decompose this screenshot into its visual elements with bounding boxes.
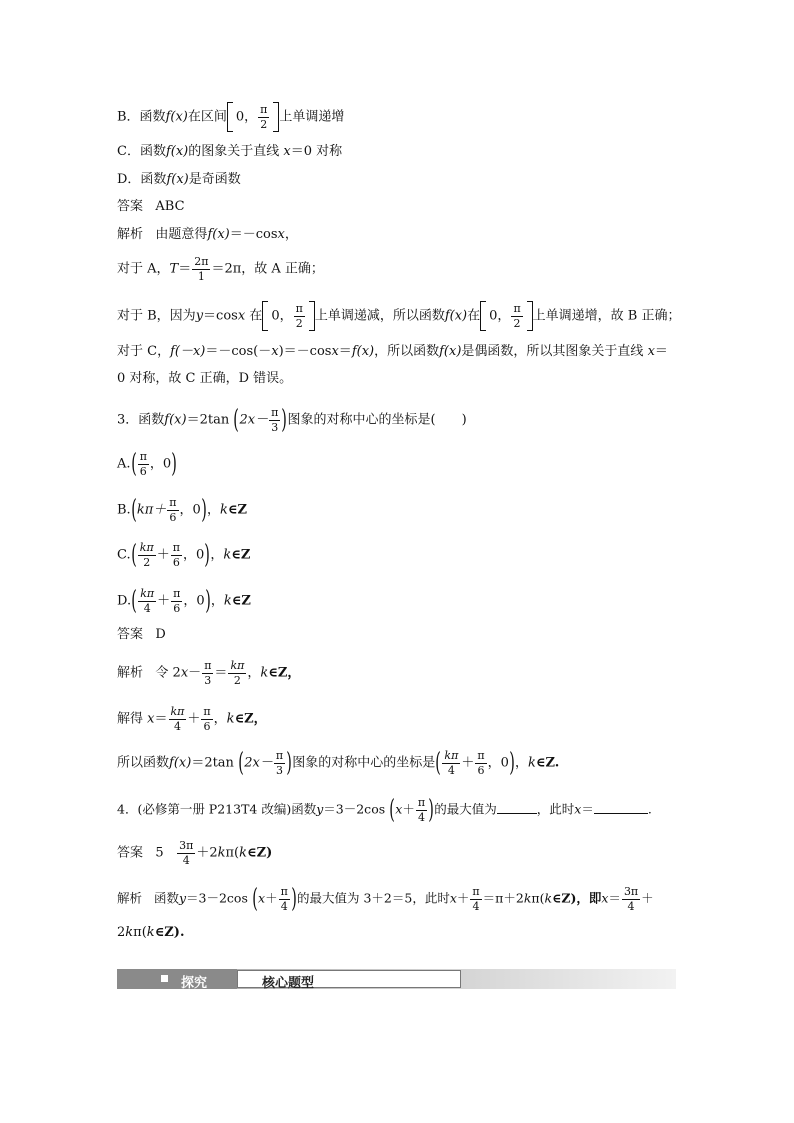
fraction — [171, 542, 182, 568]
denominator: 6 — [477, 763, 485, 777]
denominator: 4 — [173, 719, 181, 733]
text: D．函数 — [117, 172, 167, 187]
text: B．函数 — [117, 109, 166, 125]
right-paren: ) — [171, 449, 178, 480]
numerator: π — [173, 587, 181, 600]
text: ＝3－2cos — [186, 890, 248, 906]
text: 所以函数 — [117, 755, 170, 771]
text: 0 对称，故 C 正确，D 错误。 — [117, 371, 293, 386]
numerator: kπ — [170, 705, 185, 718]
denominator: 6 — [203, 719, 211, 733]
answer-blank — [594, 813, 648, 814]
denominator: 2 — [233, 673, 241, 687]
fx: f(x) — [165, 144, 189, 159]
text: 上单调递增 — [279, 109, 345, 125]
numerator: π — [204, 659, 212, 672]
right-paren: ) — [509, 748, 515, 779]
text: 由题意得 — [155, 227, 208, 242]
var-x: x — [574, 801, 582, 817]
numerator: 3π — [623, 885, 639, 898]
answer-label: 答案 — [117, 845, 144, 861]
set-z: ∈Z — [231, 547, 251, 563]
denominator: 4 — [627, 899, 635, 913]
fraction — [192, 256, 210, 282]
section-banner — [117, 969, 676, 989]
text: ＋ — [641, 890, 654, 906]
option-d — [117, 173, 241, 186]
var-k: k — [239, 845, 248, 861]
denominator: 4 — [472, 899, 480, 913]
denominator: 1 — [197, 269, 205, 283]
banner-label-explore: 探究 — [181, 976, 208, 991]
fx: f(x) — [165, 109, 188, 125]
fx: f(x) — [207, 227, 230, 242]
text: ， — [284, 227, 298, 242]
fx: f(x) — [169, 755, 192, 771]
fraction — [138, 451, 149, 477]
denominator: 6 — [169, 510, 177, 524]
text: 图象的对称中心的坐标是 — [292, 755, 436, 771]
numerator: kπ — [140, 587, 155, 600]
text: 的图象关于直线 — [188, 144, 284, 159]
left-paren: ( — [435, 748, 442, 779]
answer-2 — [117, 200, 185, 213]
text: ＝2tan — [191, 755, 234, 771]
text: ＝3－2cos — [323, 801, 386, 817]
left-bracket — [227, 102, 233, 132]
var-x: x — [449, 890, 457, 906]
text: 4．(必修第一册 P213T4 改编)函数 — [117, 801, 317, 817]
text: π( — [531, 890, 545, 906]
fraction — [442, 750, 460, 776]
var-x: x — [180, 665, 189, 681]
var-y: y — [178, 890, 187, 906]
analysis-3-conclusion — [117, 748, 560, 779]
fx: f(x) — [351, 344, 375, 359]
analysis-label: 解析 — [117, 227, 144, 242]
var-x: x — [271, 344, 279, 359]
text: π( — [133, 925, 147, 940]
expr: 2x－ — [239, 412, 269, 428]
numerator: π — [477, 749, 485, 762]
var-k: k — [260, 665, 269, 681]
denominator: 4 — [447, 763, 455, 777]
fraction — [177, 840, 195, 866]
text: 的最大值为 — [434, 801, 497, 817]
denominator: 6 — [139, 464, 147, 478]
text: 是奇函数 — [188, 172, 241, 187]
left-paren: ( — [130, 495, 137, 526]
denominator: 3 — [275, 763, 283, 777]
numerator: π — [472, 885, 480, 898]
fraction — [416, 797, 427, 823]
expr: kπ＋ — [136, 502, 167, 518]
fraction — [167, 497, 178, 523]
set-z: ∈Z) — [247, 845, 273, 861]
question-3 — [117, 405, 467, 436]
square-bullet-icon — [161, 975, 168, 982]
var-t: T — [169, 261, 179, 277]
set-z: ∈Z. — [535, 755, 560, 771]
numerator: kπ — [444, 749, 459, 762]
left-paren: ( — [131, 586, 137, 617]
text: 函数 — [153, 890, 179, 906]
question-3-option-a — [117, 449, 178, 480]
var-x: x — [647, 344, 655, 359]
analysis-c-1 — [117, 345, 668, 358]
text: 图象的对称中心的坐标是( ) — [287, 412, 467, 428]
text: ＝cos — [203, 308, 238, 324]
analysis-3-solve — [117, 706, 267, 732]
left-paren: ( — [130, 540, 137, 571]
denominator: 2 — [295, 316, 303, 330]
left-paren: ( — [233, 405, 240, 436]
denominator: 2 — [513, 316, 521, 330]
fraction — [138, 542, 156, 568]
answer-blank — [497, 813, 537, 814]
var-k: k — [544, 890, 553, 906]
question-3-option-b: B.(kπ＋ $\frac{\pi}{6}$ ，0)，k∈Z — [117, 495, 247, 526]
option-label: A. — [117, 456, 131, 472]
analysis-2 — [117, 228, 298, 241]
right-paren: ) — [428, 795, 434, 826]
answer-label: 答案 — [117, 627, 144, 642]
analysis-c-2 — [117, 372, 292, 385]
text: C．函数 — [117, 144, 166, 159]
set-z: ∈Z — [231, 593, 251, 609]
var-x: x — [395, 801, 403, 817]
set-z: ∈Z， — [268, 665, 301, 681]
var-y: y — [316, 801, 324, 817]
text: ＝2tan — [186, 412, 230, 428]
fraction — [202, 660, 213, 686]
left-bracket — [262, 301, 268, 331]
denominator: 6 — [173, 601, 181, 615]
numerator: π — [169, 496, 177, 509]
text: ＝π＋2 — [482, 890, 524, 906]
var-x: x — [147, 711, 155, 727]
answer-label: 答案 — [117, 199, 144, 214]
denominator: 4 — [280, 899, 288, 913]
fraction — [279, 886, 290, 912]
var-k: k — [146, 925, 155, 940]
left-bracket — [480, 301, 486, 331]
option-label: B. — [117, 502, 131, 518]
text: 0， — [489, 308, 511, 324]
text: 2 — [117, 925, 126, 940]
numerator: π — [203, 705, 211, 718]
denominator: 4 — [182, 853, 190, 867]
text: ， — [247, 665, 261, 681]
numerator: kπ — [139, 541, 154, 554]
text: ＝ — [154, 711, 168, 727]
text: － — [188, 665, 202, 681]
analysis-label: 解析 — [117, 890, 143, 906]
fraction — [294, 303, 305, 329]
text: ＋ — [461, 755, 475, 771]
denominator: 6 — [172, 555, 180, 569]
var-k: k — [125, 925, 134, 940]
denominator: 3 — [204, 673, 212, 687]
text: ，0 — [182, 547, 205, 563]
answer-value: 5 — [155, 845, 164, 861]
text: π( — [225, 845, 240, 861]
fraction — [138, 588, 156, 614]
denominator: 4 — [143, 601, 151, 615]
text: ＝－cos — [229, 227, 278, 242]
numerator: π — [172, 541, 180, 554]
analysis-label: 解析 — [117, 665, 144, 681]
left-paren: ( — [252, 884, 258, 915]
set-z: ∈Z)，即 — [552, 890, 602, 906]
left-paren: ( — [389, 795, 395, 826]
text: ， — [515, 755, 529, 771]
text: ＝－cos(－ — [205, 344, 272, 359]
text: 上单调递减，所以函数 — [314, 308, 445, 324]
fx: f(x) — [439, 344, 462, 359]
text: 解得 — [117, 711, 148, 727]
var-x: x — [258, 890, 266, 906]
var-k: k — [223, 547, 232, 563]
fraction — [169, 706, 187, 732]
analysis-3 — [117, 660, 300, 686]
text: ＝ — [581, 801, 594, 817]
numerator: π — [139, 450, 147, 463]
var-k: k — [528, 755, 536, 771]
var-x: x — [331, 344, 339, 359]
numerator: π — [513, 301, 521, 315]
var-x: x — [601, 890, 609, 906]
numerator: π — [260, 102, 268, 116]
text: ＝ — [338, 344, 352, 359]
text: ＝ — [654, 344, 668, 359]
numerator: 2π — [194, 255, 209, 268]
text: ＝ — [178, 261, 192, 277]
text: ，所以函数 — [374, 344, 440, 359]
text: . — [647, 801, 652, 817]
fx: f(x) — [444, 308, 468, 324]
text: ＋2 — [196, 845, 218, 861]
fraction — [274, 750, 285, 776]
numerator: π — [275, 749, 284, 762]
answer-value: ABC — [155, 199, 185, 214]
right-paren: ) — [286, 748, 292, 779]
banner-label-core: 核心题型 — [262, 976, 315, 991]
text: ＝ — [608, 890, 621, 906]
banner-left-block — [117, 969, 237, 989]
fraction — [622, 886, 640, 912]
set-z: ∈Z， — [234, 711, 267, 727]
fraction — [475, 750, 486, 776]
fraction — [470, 886, 481, 912]
text: 对于 A， — [117, 261, 170, 277]
question-3-option-d: D.( $\frac{k\pi}{4}$ ＋ $\frac{\pi}{6}$ ，0)，k∈Z — [117, 586, 251, 617]
option-label: C. — [117, 547, 131, 563]
text: 对于 C， — [117, 344, 171, 359]
text: 在 — [467, 308, 481, 324]
set-z: ∈Z). — [154, 925, 185, 940]
text: ＋ — [157, 593, 171, 609]
text: 令 2 — [155, 665, 181, 681]
f-neg-x: f(－x) — [170, 344, 206, 359]
denominator: 3 — [271, 420, 279, 434]
text: ＝2π，故 A 正确； — [211, 261, 324, 277]
text: 是偶函数，所以其图象关于直线 — [461, 344, 648, 359]
text: 的最大值为 3＋2＝5，此时 — [296, 890, 450, 906]
left-paren: ( — [238, 748, 244, 779]
answer-value: D — [155, 627, 166, 642]
analysis-b — [117, 301, 681, 331]
fraction — [511, 303, 522, 329]
numerator: π — [417, 796, 426, 809]
right-paren: ) — [204, 540, 211, 571]
text: ，0 — [183, 593, 205, 609]
fraction — [171, 588, 182, 614]
numerator: 3π — [179, 839, 194, 852]
numerator: π — [280, 885, 288, 898]
denominator: 4 — [417, 810, 425, 824]
expr: 2x－ — [244, 755, 273, 771]
text: ＝0 对称 — [290, 144, 343, 159]
right-paren: ) — [204, 586, 211, 617]
right-paren: ) — [291, 884, 297, 915]
var-x: x — [283, 144, 291, 159]
question-4 — [117, 795, 652, 826]
text: 对于 B，因为 — [117, 308, 196, 324]
fraction — [228, 660, 246, 686]
numerator: π — [271, 406, 279, 419]
option-c — [117, 145, 342, 158]
set-z: ∈Z — [227, 502, 247, 518]
text: ，0 — [487, 755, 509, 771]
text: 在 — [245, 308, 263, 324]
answer-4 — [117, 840, 272, 866]
denominator: 2 — [143, 555, 151, 569]
var-k: k — [523, 890, 532, 906]
var-k: k — [217, 845, 226, 861]
text: 0， — [235, 109, 258, 125]
option-label: D. — [117, 593, 132, 609]
var-x: x — [277, 227, 285, 242]
fraction — [269, 407, 280, 433]
text: 3．函数 — [117, 412, 165, 428]
answer-3 — [117, 628, 166, 641]
var-y: y — [195, 308, 204, 324]
var-k: k — [226, 711, 235, 727]
text: 在区间 — [187, 109, 227, 125]
text: )＝－cos — [278, 344, 332, 359]
fx: f(x) — [164, 412, 187, 428]
left-paren: ( — [130, 449, 137, 480]
numerator: kπ — [230, 659, 245, 672]
right-paren: ) — [201, 495, 207, 526]
text: ＋ — [265, 890, 278, 906]
var-x: x — [237, 308, 246, 324]
text: 0， — [271, 308, 293, 324]
denominator: 2 — [260, 117, 268, 131]
fx: f(x) — [166, 172, 189, 187]
text: ＋ — [156, 547, 170, 563]
var-k: k — [223, 593, 232, 609]
text: 上单调递增，故 B 正确； — [532, 308, 681, 324]
analysis-a — [117, 256, 324, 282]
text: ＋ — [187, 711, 201, 727]
var-k: k — [219, 502, 228, 518]
text: ，0 — [149, 456, 172, 472]
text: ＝ — [214, 665, 228, 681]
text: ＋ — [456, 890, 470, 906]
right-paren: ) — [281, 405, 288, 436]
text: ， — [213, 711, 227, 727]
question-3-option-c: C.( $\frac{k\pi}{2}$ ＋ $\frac{\pi}{6}$ ，0)，k∈Z — [117, 540, 251, 571]
text: ＋ — [402, 801, 415, 817]
analysis-4-end — [117, 926, 184, 939]
text: ，0 — [179, 502, 201, 518]
option-b — [117, 102, 344, 132]
analysis-4 — [117, 884, 654, 915]
fraction — [201, 706, 212, 732]
fraction — [258, 104, 269, 130]
text: ，此时 — [536, 801, 575, 817]
numerator: π — [295, 301, 303, 315]
